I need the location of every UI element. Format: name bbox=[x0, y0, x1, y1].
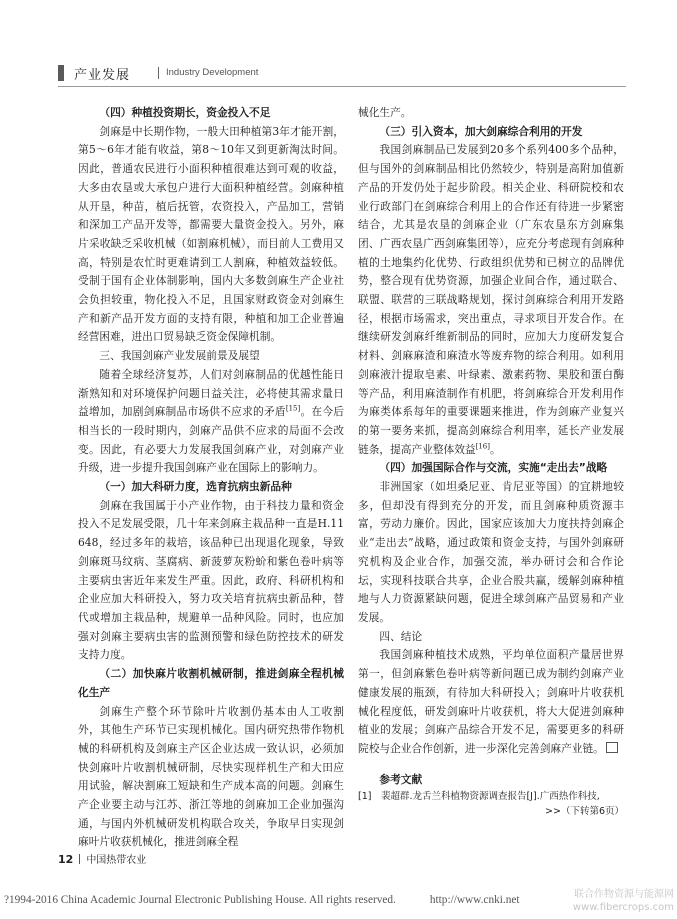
paragraph-prospects-text-b: 。在今后相当长的一段时期内，剑麻产品供不应求的局面不会改变。因此，有必要大力发展我国剑麻产业，对剑麻产业升级，进一步提升我国剑麻产业在国际上的影响力。 bbox=[78, 405, 344, 475]
left-column bbox=[78, 104, 344, 852]
subheading-research: （一）加大科研力度，选育抗病虫新品种 bbox=[99, 480, 292, 494]
paragraph-investment: 剑麻是中长期作物，一般大田种植第3年才能开割，第5～6年才能有收益，第8～10年又到更新淘汰时间。因此，普通农民进行小面积种植很难达到可观的收益，大多由农垦或大承包户进行大面积种植经营。剑麻种植从开垦，种苗，植后抚管，农资投入，产品加工，营销和深加工产品开发等，都需要大量资金投入。另外，麻片采收缺乏采收机械（如割麻机械），而目前人工费用又高，特别是农忙时更难请到工人割麻，种植效益较低。受制于国有企业体制影响，国内大多数剑麻生产企业社会负担较重，物化投入不足，且国家财政资金对剑麻生产和新产品开发方面的支持有限，种植和加工企业普遍经营困难，进出口贸易缺乏资金保障机制。 bbox=[78, 124, 344, 344]
section-title-en: Industry Development bbox=[166, 67, 259, 78]
section-heading-conclusion: 四、结论 bbox=[379, 629, 423, 643]
references-heading: 参考文献 bbox=[379, 772, 423, 786]
end-mark-icon bbox=[606, 742, 618, 753]
citation-16: [16] bbox=[475, 442, 490, 451]
citation-15: [15] bbox=[285, 404, 301, 413]
section-header bbox=[58, 63, 626, 83]
section-title-cn: 产业发展 bbox=[74, 68, 131, 83]
watermark-line-1: 联合作物资源与能源网 bbox=[574, 889, 674, 900]
paragraph-prospects bbox=[78, 366, 344, 478]
page-number: 12 bbox=[58, 853, 74, 866]
paragraph-conclusion bbox=[358, 646, 624, 758]
section-heading-prospects: 三、我国剑麻产业发展前景及展望 bbox=[99, 349, 260, 363]
journal-name: 中国热带农业 bbox=[86, 855, 147, 866]
subheading-mechanization: （二）加快麻片收割机械研制，推进剑麻全程机械化生产 bbox=[78, 667, 344, 699]
footer-separator bbox=[79, 854, 80, 864]
paragraph-conclusion-text: 我国剑麻种植技术成熟，平均单位面积产量居世界第一，但剑麻紫色卷叶病等新问题已成为制约剑麻产业健康发展的瓶颈，有待加大科研投入；剑麻叶片收获机械化程度低，研发剑麻叶片收获机，将大大促进剑麻种植业的发展；剑麻产品综合开发不足，需要更多的科研院校与企业合作创新，进一步深化完善剑麻产业链。 bbox=[358, 648, 624, 755]
cnki-link[interactable]: http://www.cnki.net bbox=[429, 894, 520, 906]
reference-item: [1] 裴超群.龙舌兰科植物资源调查报告[J].广西热作科技, bbox=[358, 791, 600, 803]
right-column bbox=[358, 104, 624, 819]
paragraph-international: 非洲国家（如坦桑尼亚、肯尼亚等国）的宜耕地较多，但却没有得到充分的开发，而且剑麻种质资源丰富，劳动力廉价。因此，国家应该加大力度扶持剑麻企业“走出去”战略，通过政策和资金支持，与国外剑麻研究机构及企业合作，加强交流，举办研讨会和合作论坛，实现科技联合共享，企业合股共赢，缓解剑麻种植地与人力资源紧缺问题，促进全球剑麻产品贸易和产业发展。 bbox=[358, 480, 624, 624]
paragraph-prospects-text-a: 随着全球经济复苏，人们对剑麻制品的优越性能日渐熟知和对环境保护问题日益关注，必将使其需求量日益增加，加剧剑麻制品市场供不应求的矛盾 bbox=[78, 367, 344, 419]
page-footer bbox=[58, 851, 146, 867]
watermark bbox=[556, 888, 674, 914]
header-separator bbox=[158, 67, 159, 79]
copyright-line bbox=[4, 894, 520, 906]
paragraph-capital bbox=[358, 141, 624, 459]
header-accent-bar bbox=[58, 65, 64, 81]
paragraph-mechanization: 剑麻生产整个环节除叶片收割仍基本由人工收割外，其他生产环节已实现机械化。国内研究热带作物机械的科研机构及剑麻主产区企业达成一致认识，必须加快剑麻叶片收割机械研制，尽快实现样机生产和大田应用试验，解决割麻工短缺和生产成本高的问题。剑麻生产企业要主动与江苏、浙江等地的剑麻加工企业加强沟通，与国内外机械研发机构联合攻关，争取早日实现剑麻叶片收获机械化，推进剑麻全程 bbox=[78, 704, 344, 849]
subheading-capital: （三）引入资本，加大剑麻综合利用的开发 bbox=[379, 124, 583, 138]
watermark-line-2: www.fibercrops.com bbox=[572, 902, 674, 913]
paragraph-research: 剑麻在我国属于小产业作物，由于科技力量和资金投入不足发展受限，几十年来剑麻主栽品种一直是H.11648，经过多年的栽培，该品种已出现退化现象，导致剑麻斑马纹病、茎腐病、新菠萝灰粉蚧和紫色卷叶病等主要病虫害近年来发生严重。因此，政府、科研机构和企业应加大科研投入，努力攻关培育抗病虫新品种，替代或增加主栽品种，规避单一品种风险。同时，也应加强对剑麻主要病虫害的监测预警和绿色防控技术的研发支持力度。 bbox=[78, 498, 344, 662]
paragraph-capital-text-b: 。 bbox=[489, 442, 501, 456]
paragraph-mechanization-cont: 械化生产。 bbox=[358, 106, 412, 119]
continued-note: >>（下转第6页） bbox=[545, 806, 624, 818]
paragraph-capital-text-a: 我国剑麻制品已发展到20多个系列400多个品种，但与国外的剑麻制品相比仍然较少，特别是高附加值新产品的开发仍处于起步阶段。相关企业、科研院校和农业行政部门在剑麻综合利用上的合作还有待进一步紧密结合，尤其是农垦的剑麻企业（广东农垦东方剑麻集团、广西农垦广西剑麻集团等），应充分考虑现有剑麻种植的土地集约化优势、行政组织优势和已树立的品牌优势，整合现有优势资源，加强企业间合作，通过联合、联盟、联营的三联战略规划，探讨剑麻综合利用开发路径，根据市场需求，突出重点，寻求项目开发合作。在继续研发剑麻纤维新制品的同时，应加大力度研发复合材料、剑麻麻渣和麻渣水等废弃物的综合利用。如利用剑麻液汁提取皂素、叶绿素、激素药物、果胶和蛋白酶等产品，利用麻渣制作有机肥，将剑麻综合开发利用作为麻类体系每年的重要课题来推进，作为剑麻产业复兴的第一要务来抓，提高剑麻综合利用率，延长产业发展链条，提高产业整体效益 bbox=[358, 143, 624, 456]
header-rule bbox=[58, 86, 626, 87]
subheading-international: （四）加强国际合作与交流，实施“走出去”战略 bbox=[379, 461, 608, 475]
subheading-investment: （四）种植投资期长，资金投入不足 bbox=[99, 106, 271, 119]
copyright-text: ?1994-2016 China Academic Journal Electronic Publishing House. All rights reserved. bbox=[4, 894, 396, 906]
